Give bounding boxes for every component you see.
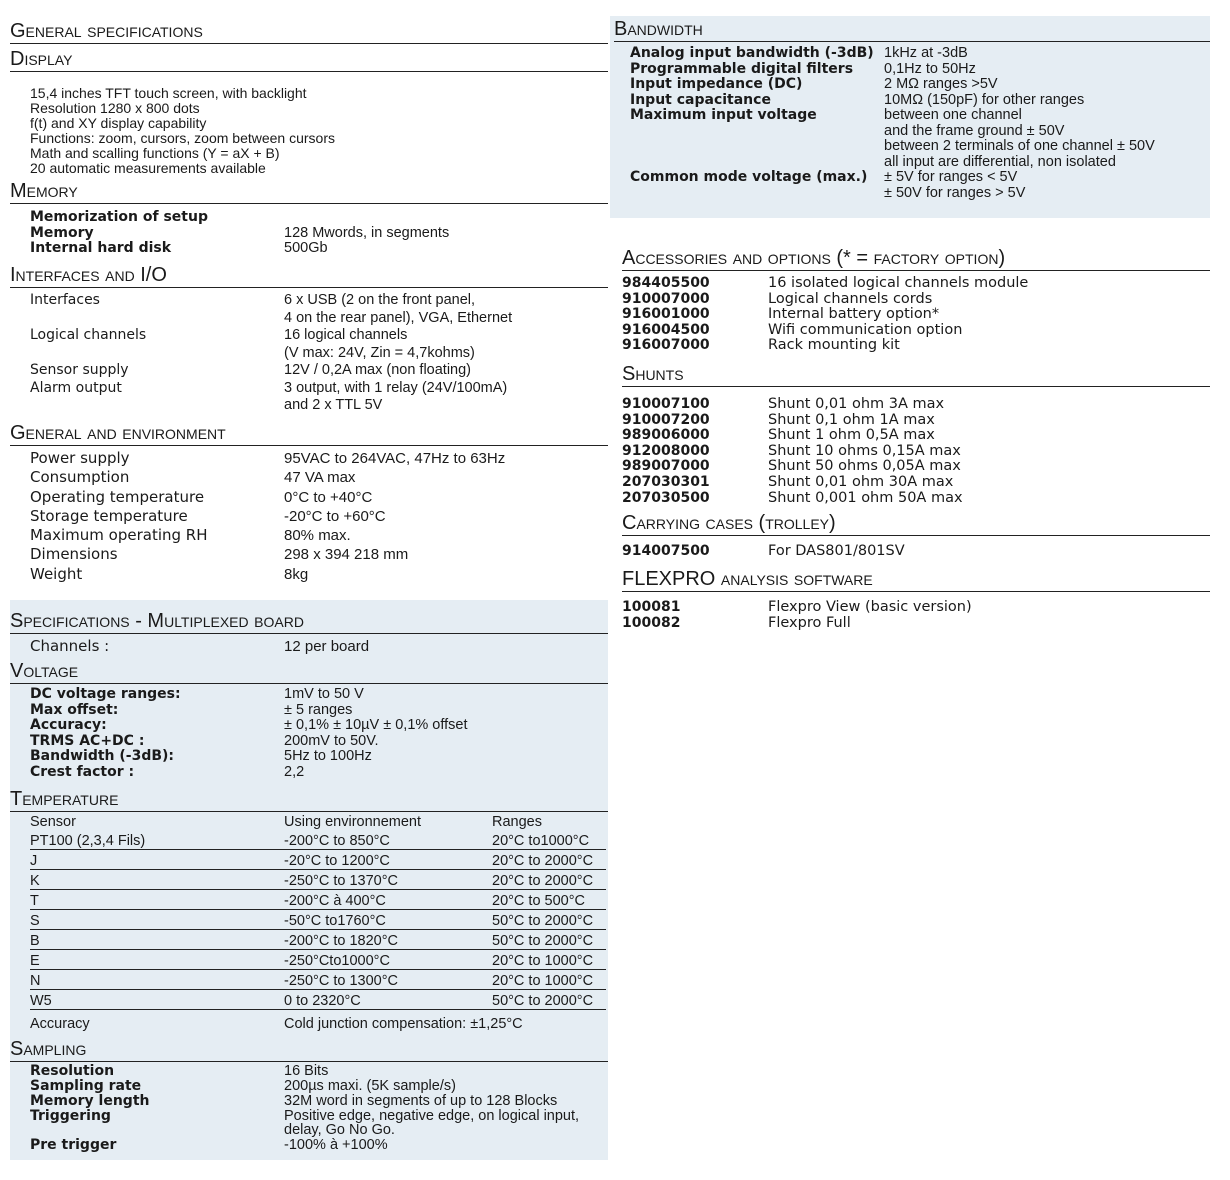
spec-row: [30, 1138, 608, 1153]
spec-label: DC voltage ranges:: [30, 686, 181, 703]
general-specifications-section: [10, 18, 608, 44]
spec-value: 0,1Hz to 50Hz: [884, 60, 976, 77]
table-cell: -200°C to 1820°C: [284, 930, 492, 950]
accessories-section: [610, 246, 1210, 354]
list-item: [610, 459, 1210, 475]
display-section: [10, 46, 608, 176]
multiplexed-board-panel: [10, 600, 608, 1160]
spec-row: [630, 170, 1210, 186]
display-line: 20 automatic measurements available: [30, 160, 266, 176]
table-cell: -50°C to1760°C: [284, 910, 492, 930]
spec-label: TRMS AC+DC :: [30, 732, 145, 749]
part-number: 207030301: [622, 473, 710, 490]
spec-value: 200mV to 50V.: [284, 732, 379, 749]
list-item: [610, 338, 1210, 354]
spec-value: and 2 x TTL 5V: [284, 397, 383, 413]
spec-value: delay, Go No Go.: [284, 1122, 395, 1139]
table-cell: 20°C to 2000°C: [492, 850, 606, 870]
spec-value: ± 5 ranges: [284, 701, 353, 718]
spec-row: [30, 468, 608, 487]
part-number: 207030500: [622, 489, 710, 506]
part-description: Shunt 0,1 ohm 1A max: [768, 411, 935, 428]
list-item: [610, 616, 1210, 632]
spec-value: 16 logical channels: [284, 327, 408, 343]
temperature-table: [30, 812, 606, 1032]
spec-label: [630, 186, 884, 202]
list-item: [610, 475, 1210, 491]
part-description: Shunt 10 ohms 0,15A max: [768, 442, 961, 459]
spec-value: 1mV to 50 V: [284, 686, 364, 703]
spec-value: 500Gb: [284, 240, 328, 256]
spec-row: [30, 345, 608, 363]
bandwidth-heading: Bandwidth: [614, 18, 703, 40]
spec-label: Channels :: [30, 637, 110, 655]
voltage-heading: Voltage: [10, 658, 608, 684]
list-item: [610, 444, 1210, 460]
spec-label: Consumption: [30, 468, 130, 487]
spec-row: [30, 565, 608, 584]
spec-label: Storage temperature: [30, 506, 188, 525]
spec-label: [30, 1123, 284, 1138]
spec-label: Pre trigger: [30, 1137, 117, 1154]
table-row: [30, 870, 606, 890]
part-number: 916001000: [622, 306, 710, 323]
part-number: 910007100: [622, 396, 710, 412]
column-header: Using environnement: [284, 814, 422, 831]
part-description: For DAS801/801SV: [768, 543, 905, 559]
temperature-heading: Temperature: [10, 786, 608, 812]
table-cell: -250°Cto1000°C: [284, 950, 492, 970]
spec-row: [630, 93, 1210, 109]
multiplexed-heading: Specifications - Multiplexed board: [10, 608, 608, 634]
sampling-heading: Sampling: [10, 1036, 608, 1062]
spec-label: Logical channels: [30, 327, 147, 343]
table-cell: Accuracy: [30, 1016, 90, 1033]
display-line: 15,4 inches TFT touch screen, with backlight: [30, 85, 307, 101]
interfaces-heading: Interfaces and I/O: [10, 262, 608, 288]
spec-label: [630, 155, 884, 171]
spec-row: [630, 77, 1210, 93]
spec-row: [30, 718, 608, 734]
list-item: [610, 307, 1210, 323]
spec-label: [630, 124, 884, 140]
spec-label: Programmable digital filters: [630, 60, 854, 77]
table-cell: 20°C to 1000°C: [492, 970, 606, 990]
spec-value: (V max: 24V, Zin = 4,7kohms): [284, 344, 475, 361]
table-cell: K: [30, 870, 284, 890]
spec-value: 298 x 394 218 mm: [284, 546, 409, 564]
table-cell: -250°C to 1370°C: [284, 870, 492, 890]
list-item: [610, 323, 1210, 339]
spec-row: [30, 449, 608, 468]
part-description: Shunt 0,001 ohm 50A max: [768, 489, 963, 506]
spec-label: [30, 345, 284, 363]
spec-row: [30, 734, 608, 750]
table-cell: N: [30, 970, 284, 990]
flexpro-section: [610, 567, 1210, 631]
spec-value: between one channel: [884, 107, 1022, 123]
spec-label: Sensor supply: [30, 362, 129, 378]
part-number: 916004500: [622, 321, 710, 338]
table-cell: -200°C to 850°C: [284, 830, 492, 850]
display-line: Resolution 1280 x 800 dots: [30, 100, 200, 116]
table-cell: 20°C to 2000°C: [492, 870, 606, 890]
carrying-cases-heading: Carrying cases (trolley): [622, 511, 1210, 536]
spec-value: 47 VA max: [284, 469, 356, 487]
spec-value: 3 output, with 1 relay (24V/100mA): [284, 379, 508, 396]
part-number: 984405500: [622, 275, 710, 291]
spec-row: [630, 46, 1210, 62]
spec-row: [30, 526, 608, 545]
shunts-heading: Shunts: [622, 362, 1210, 387]
spec-label: Analog input bandwidth (-3dB): [630, 45, 874, 61]
spec-value: -20°C to +60°C: [284, 507, 386, 525]
spec-value: 1kHz at -3dB: [884, 45, 968, 61]
spec-row: [30, 687, 608, 703]
part-description: Logical channels cords: [768, 290, 933, 307]
spec-row: [30, 362, 608, 380]
part-description: Shunt 0,01 ohm 30A max: [768, 473, 954, 490]
spec-value: 2,2: [284, 763, 305, 780]
spec-value: 128 Mwords, in segments: [284, 224, 450, 241]
spec-value: 200µs maxi. (5K sample/s): [284, 1078, 456, 1095]
spec-label: Memorization of setup: [30, 209, 208, 225]
spec-label: Memory length: [30, 1092, 150, 1109]
spec-row: [630, 155, 1210, 171]
spec-row: [30, 1109, 608, 1124]
accuracy-row: [30, 1010, 606, 1033]
memory-section: [10, 178, 608, 257]
spec-value: ± 5V for ranges < 5V: [884, 169, 1018, 185]
table-cell: [284, 1010, 606, 1033]
spec-value: Positive edge, negative edge, on logical input,: [284, 1107, 580, 1124]
spec-label: Bandwidth (-3dB):: [30, 748, 175, 765]
spec-row: [630, 124, 1210, 140]
spec-row: [30, 327, 608, 345]
part-number: 914007500: [622, 543, 710, 559]
spec-label: Maximum input voltage: [630, 107, 817, 123]
table-row: [30, 830, 606, 850]
list-item: [610, 428, 1210, 444]
table-cell: T: [30, 890, 284, 910]
part-description: Wifi communication option: [768, 321, 963, 338]
spec-value: 4 on the rear panel), VGA, Ethernet: [284, 309, 513, 326]
spec-row: [30, 1064, 608, 1079]
flexpro-heading: FLEXPRO analysis software: [622, 567, 1210, 592]
table-cell: J: [30, 850, 284, 870]
column-header: Sensor: [30, 814, 76, 831]
table-cell: S: [30, 910, 284, 930]
spec-row: [30, 292, 608, 310]
spec-value: between 2 terminals of one channel ± 50V: [884, 138, 1155, 154]
list-item: [610, 413, 1210, 429]
spec-row: [30, 545, 608, 564]
memory-heading: Memory: [10, 178, 608, 204]
spec-value: and the frame ground ± 50V: [884, 122, 1065, 139]
accuracy-value: ±1,25°C: [470, 1016, 523, 1033]
list-item: [610, 292, 1210, 308]
spec-value: 32M word in segments of up to 128 Blocks: [284, 1092, 558, 1109]
spec-row: [30, 380, 608, 398]
table-row: [30, 930, 606, 950]
spec-row: [30, 488, 608, 507]
spec-row: [30, 507, 608, 526]
part-number: 989006000: [622, 427, 710, 444]
list-item: [610, 544, 1210, 560]
part-number: 989007000: [622, 458, 710, 475]
spec-value: 5Hz to 100Hz: [284, 748, 372, 765]
interfaces-section: [10, 262, 608, 415]
part-number: 910007200: [622, 411, 710, 428]
spec-value: 80% max.: [284, 527, 351, 545]
part-description: Flexpro View (basic version): [768, 599, 972, 615]
part-number: 910007000: [622, 290, 710, 307]
spec-row: [630, 139, 1210, 155]
part-number: 912008000: [622, 442, 710, 459]
spec-label: Resolution: [30, 1063, 115, 1080]
table-cell: W5: [30, 990, 284, 1010]
part-description: Internal battery option*: [768, 306, 940, 323]
part-description: Flexpro Full: [768, 614, 851, 631]
part-description: Shunt 50 ohms 0,05A max: [768, 458, 961, 475]
spec-label: Alarm output: [30, 379, 122, 396]
display-heading: Display: [10, 46, 608, 72]
spec-label: Accuracy:: [30, 717, 107, 734]
spec-label: Weight: [30, 564, 83, 583]
table-cell: 0 to 2320°C: [284, 990, 492, 1010]
display-line: f(t) and XY display capability: [30, 115, 207, 131]
display-line: Math and scalling functions (Y = aX + B): [30, 145, 280, 161]
list-item: [610, 491, 1210, 507]
part-description: 16 isolated logical channels module: [768, 275, 1029, 291]
table-row: [30, 890, 606, 910]
spec-label: Triggering: [30, 1107, 111, 1124]
spec-value: 12 per board: [284, 638, 370, 655]
bandwidth-panel: [610, 16, 1210, 218]
spec-row: [30, 310, 608, 328]
spec-row: [30, 1123, 608, 1138]
spec-label: Maximum operating RH: [30, 526, 208, 545]
table-cell: PT100 (2,3,4 Fils): [30, 830, 284, 850]
environment-section: [10, 420, 608, 584]
table-cell: B: [30, 930, 284, 950]
part-description: Rack mounting kit: [768, 337, 900, 354]
table-header-row: [30, 812, 606, 830]
spec-row: [30, 1094, 608, 1109]
spec-value: 6 x USB (2 on the front panel,: [284, 292, 476, 308]
carrying-cases-section: [610, 511, 1210, 560]
table-cell: -200°C à 400°C: [284, 890, 492, 910]
environment-heading: General and environment: [10, 420, 608, 446]
spec-label: Common mode voltage (max.): [630, 169, 868, 185]
table-row: [30, 970, 606, 990]
general-specifications-heading: General specifications: [10, 18, 608, 44]
table-cell: E: [30, 950, 284, 970]
spec-row: [30, 241, 608, 257]
spec-row: [30, 637, 608, 656]
table-cell: 20°C to1000°C: [492, 830, 606, 850]
part-description: Shunt 0,01 ohm 3A max: [768, 396, 945, 412]
table-row: [30, 990, 606, 1010]
display-line: Functions: zoom, cursors, zoom between cursors: [30, 130, 336, 146]
spec-row: [30, 749, 608, 765]
spec-label: [30, 397, 284, 415]
spec-label: Crest factor :: [30, 763, 135, 780]
spec-row: [30, 765, 608, 781]
table-cell: 20°C to 500°C: [492, 890, 606, 910]
spec-value: 8kg: [284, 565, 309, 583]
shunts-section: [610, 362, 1210, 506]
table-cell: 20°C to 1000°C: [492, 950, 606, 970]
table-cell: -250°C to 1300°C: [284, 970, 492, 990]
table-row: [30, 950, 606, 970]
spec-value: all input are differential, non isolated: [884, 153, 1116, 170]
spec-label: Power supply: [30, 449, 130, 467]
spec-row: [30, 1079, 608, 1094]
spec-value: 10MΩ (150pF) for other ranges: [884, 91, 1085, 108]
list-item: [610, 600, 1210, 616]
part-number: 100082: [622, 614, 681, 631]
table-row: [30, 850, 606, 870]
spec-label: Memory: [30, 224, 94, 241]
spec-value: [284, 210, 608, 226]
spec-label: [630, 139, 884, 155]
spec-row: [630, 108, 1210, 124]
display-list: [10, 86, 608, 176]
spec-value: 16 Bits: [284, 1063, 329, 1080]
part-number: 916007000: [622, 337, 710, 354]
part-description: Shunt 1 ohm 0,5A max: [768, 427, 935, 444]
column-header: Ranges: [492, 814, 542, 831]
spec-label: Interfaces: [30, 292, 100, 308]
spec-label: Sampling rate: [30, 1078, 142, 1095]
spec-label: Operating temperature: [30, 487, 205, 506]
spec-value: -100% à +100%: [284, 1137, 388, 1154]
spec-label: Input capacitance: [630, 91, 771, 108]
spec-value: ± 0,1% ± 10µV ± 0,1% offset: [284, 717, 468, 734]
spec-value: 12V / 0,2A max (non floating): [284, 362, 471, 378]
spec-value: 0°C to +40°C: [284, 488, 373, 506]
spec-label: Dimensions: [30, 545, 118, 564]
spec-row: [30, 210, 608, 226]
table-row: [30, 910, 606, 930]
table-cell: -20°C to 1200°C: [284, 850, 492, 870]
spec-label: [30, 310, 284, 328]
accessories-heading: Accessories and options (* = factory option): [622, 246, 1210, 271]
spec-row: [30, 397, 608, 415]
list-item: [610, 397, 1210, 413]
spec-row: [630, 62, 1210, 78]
table-cell: 50°C to 2000°C: [492, 930, 606, 950]
spec-value: 2 MΩ ranges >5V: [884, 76, 998, 92]
spec-label: Max offset:: [30, 701, 119, 718]
accuracy-label: Cold junction compensation:: [284, 1016, 467, 1033]
spec-row: [30, 703, 608, 719]
spec-value: ± 50V for ranges > 5V: [884, 184, 1026, 201]
spec-label: Internal hard disk: [30, 240, 172, 256]
table-cell: 50°C to 2000°C: [492, 990, 606, 1010]
list-item: [610, 276, 1210, 292]
spec-row: [630, 186, 1210, 202]
part-number: 100081: [622, 599, 681, 615]
table-cell: 50°C to 2000°C: [492, 910, 606, 930]
spec-label: Input impedance (DC): [630, 76, 803, 92]
spec-value: 95VAC to 264VAC, 47Hz to 63Hz: [284, 450, 506, 467]
spec-row: [30, 226, 608, 242]
